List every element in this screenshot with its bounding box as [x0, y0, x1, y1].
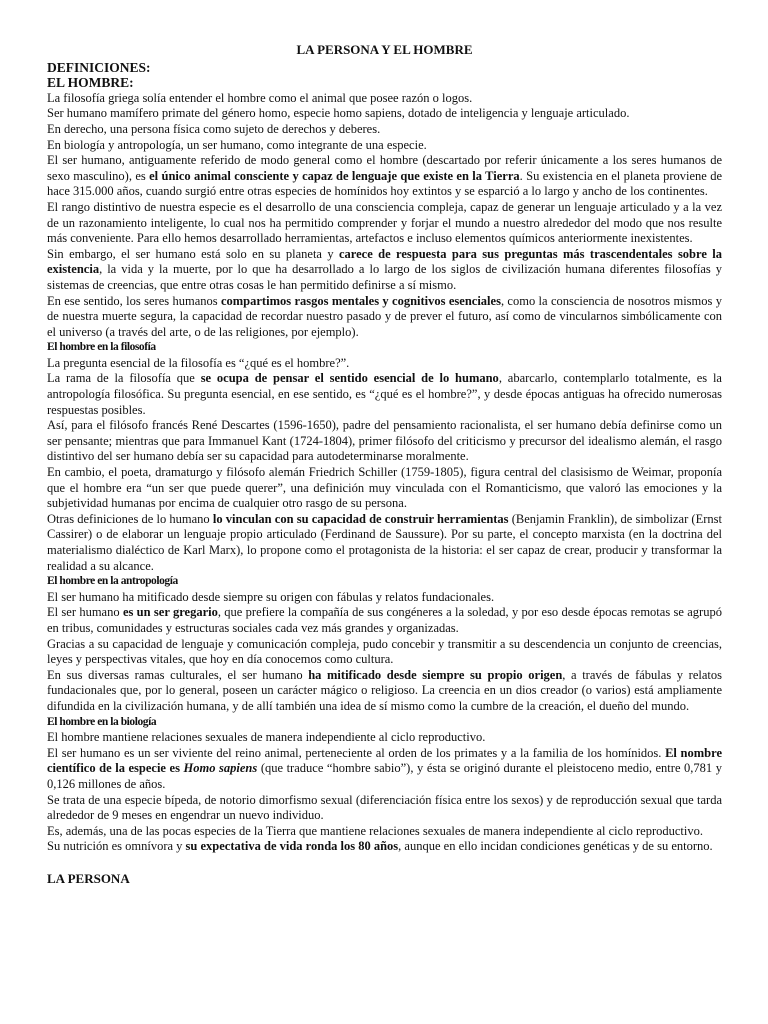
paragraph: Otras definiciones de lo humano lo vinculan con su capacidad de construir herramientas (Benjamin Franklin), de simbolizar (Ernst Cassirer) o de elaborar un lenguaje propio articulado (Ferdinand de Saussure). Por su parte, el concepto marxista (en la doctrina del materialismo dialéctico de Karl Marx), lo propone como el protagonista de la historia: el ser capaz de crear, producir y transformar la realidad a su alcance. [47, 511, 722, 573]
bold-phrase: el único animal consciente y capaz de lenguaje que existe en la Tierra [149, 168, 520, 183]
bold-phrase: El nombre científico de la especie es Homo sapiens [47, 745, 722, 776]
paragraph: El ser humano, antiguamente referido de modo general como el hombre (descartado por referir únicamente a los seres humanos de sexo masculino), es el único animal consciente y capaz de lenguaje que existe en la Tierra. Su existencia en el planeta proviene de hace 315.000 años, cuando surgió entre otras especies de homínidos hoy extintos y se esparció a lo largo y ancho de los continentes. [47, 153, 722, 199]
paragraph: Es, además, una de las pocas especies de la Tierra que mantiene relaciones sexuales de manera independiente al ciclo reproductivo. [47, 823, 703, 838]
paragraph: La pregunta esencial de la filosofía es “¿qué es el hombre?”. [47, 355, 350, 370]
paragraph: Se trata de una especie bípeda, de notorio dimorfismo sexual (diferenciación física entre los sexos) y de reproducción sexual que tarda alrededor de 9 meses en engendrar un nuevo individuo. [47, 792, 722, 823]
paragraph: Ser humano mamífero primate del género homo, especie homo sapiens, dotado de inteligencia y lenguaje articulado. [47, 106, 630, 121]
heading-definiciones: DEFINICIONES: [47, 59, 151, 75]
bold-phrase: carece de respuesta para sus preguntas más trascendentales sobre la existencia [47, 246, 722, 277]
paragraph: Gracias a su capacidad de lenguaje y comunicación compleja, pudo concebir y transmitir a su descendencia un conjunto de creencias, leyes y perspectivas vitales, que hoy en día conocemos como cultura. [47, 636, 722, 667]
paragraph: El rango distintivo de nuestra especie es el desarrollo de una consciencia compleja, capaz de generar un lenguaje articulado y a la vez de un razonamiento inteligente, lo cual nos ha permitido comprender y forjar el mundo a nuestro alrededor del modo que nos resulte más conveniente. Para ello hemos desarrollado herramientas, artefactos e incluso elementos químicos anteriormente inexistentes. [47, 199, 722, 246]
heading-la-persona: LA PERSONA [47, 870, 130, 886]
paragraph: El ser humano es un ser viviente del reino animal, perteneciente al orden de los primates y a la familia de los homínidos. El nombre científico de la especie es Homo sapiens (que traduce “hombre sabio”), y ésta se originó durante el pleistoceno medio, entre 0,781 y 0,126 millones de años. [47, 745, 722, 791]
paragraph: En ese sentido, los seres humanos compartimos rasgos mentales y cognitivos esenciales, como la consciencia de nosotros mismos y de nuestra muerte segura, la capacidad de recordar nuestro pasado y de prever el futuro, así como de vincularnos simbólicamente con el universo (a través del arte, o de las religiones, por ejemplo). [47, 293, 722, 339]
paragraph: La filosofía griega solía entender el hombre como el animal que posee razón o logos. [47, 90, 473, 105]
paragraph: El ser humano ha mitificado desde siempre su origen con fábulas y relatos fundacionales. [47, 589, 495, 604]
paragraph: En derecho, una persona física como sujeto de derechos y deberes. [47, 121, 381, 136]
bold-phrase: su expectativa de vida ronda los 80 años [185, 839, 399, 854]
paragraph: Su nutrición es omnívora y su expectativa de vida ronda los 80 años, aunque en ello incidan condiciones genéticas y de su entorno. [47, 839, 713, 854]
paragraph: El hombre mantiene relaciones sexuales de manera independiente al ciclo reproductivo. [47, 730, 486, 745]
bold-phrase: lo vinculan con su capacidad de construir herramientas [212, 511, 509, 526]
subheading-biologia: El hombre en la biología [47, 715, 157, 728]
bold-phrase: compartimos rasgos mentales y cognitivos esenciales [220, 293, 501, 308]
paragraph: En biología y antropología, un ser humano, como integrante de una especie. [47, 137, 427, 152]
document-title: LA PERSONA Y EL HOMBRE [296, 42, 473, 57]
paragraph: Así, para el filósofo francés René Descartes (1596-1650), padre del pensamiento racionalista, el ser humano debía definirse como un ser pensante; mientras que para Immanuel Kant (1724-1804), primer filósofo del criticismo y precursor del idealismo alemán, el rasgo distintivo del ser humano debía ser su capacidad para autodeterminarse moralmente. [47, 418, 722, 464]
paragraph: Sin embargo, el ser humano está solo en su planeta y carece de respuesta para sus preguntas más trascendentales sobre la existencia, la vida y la muerte, por lo que ha desarrollado a lo largo de los siglos de civilización humana diferentes filosofías y sistemas de creencias, que entre otras cosas le han permitido definirse a sí mismo. [47, 246, 722, 292]
bold-phrase: se ocupa de pensar el sentido esencial de lo humano [200, 371, 499, 386]
bold-phrase: ha mitificado desde siempre su propio origen [308, 667, 563, 682]
heading-el-hombre: EL HOMBRE: [47, 75, 134, 91]
subheading-antropologia: El hombre en la antropología [47, 575, 178, 588]
paragraph: En cambio, el poeta, dramaturgo y filósofo alemán Friedrich Schiller (1759-1805), figura central del clasisismo de Weimar, proponía que el hombre era “un ser que puede querer”, una definición muy vinculada con el Romanticismo, que valoró las emociones y la subjetividad humanas por encima de cualquier otro rasgo de su persona. [47, 465, 722, 511]
italic-species-name: Homo sapiens [183, 761, 258, 776]
bold-phrase: es un ser gregario [122, 605, 218, 620]
paragraph: En sus diversas ramas culturales, el ser humano ha mitificado desde siempre su propio origen, a través de fábulas y relatos fundacionales que, por lo general, poseen un carácter mágico o religioso. La creencia en un dios creador (o varios) está ampliamente difundida en la civilización humana, y de allí también una idea de sí mismo como la cumbre de la creación, el dueño del mundo. [47, 667, 722, 713]
subheading-filosofia: El hombre en la filosofía [47, 341, 156, 354]
paragraph: El ser humano es un ser gregario, que prefiere la compañía de sus congéneres a la soledad, y por eso desde épocas remotas se agrupó en tribus, comunidades y estructuras sociales cada vez más grandes y organizadas. [47, 605, 722, 635]
paragraph: La rama de la filosofía que se ocupa de pensar el sentido esencial de lo humano, abarcarlo, contemplarlo totalmente, es la antropología filosófica. Su pregunta esencial, en ese sentido, es “¿qué es el hombre?”, y desde épocas antiguas ha ofrecido numerosas respuestas posibles. [47, 371, 722, 417]
